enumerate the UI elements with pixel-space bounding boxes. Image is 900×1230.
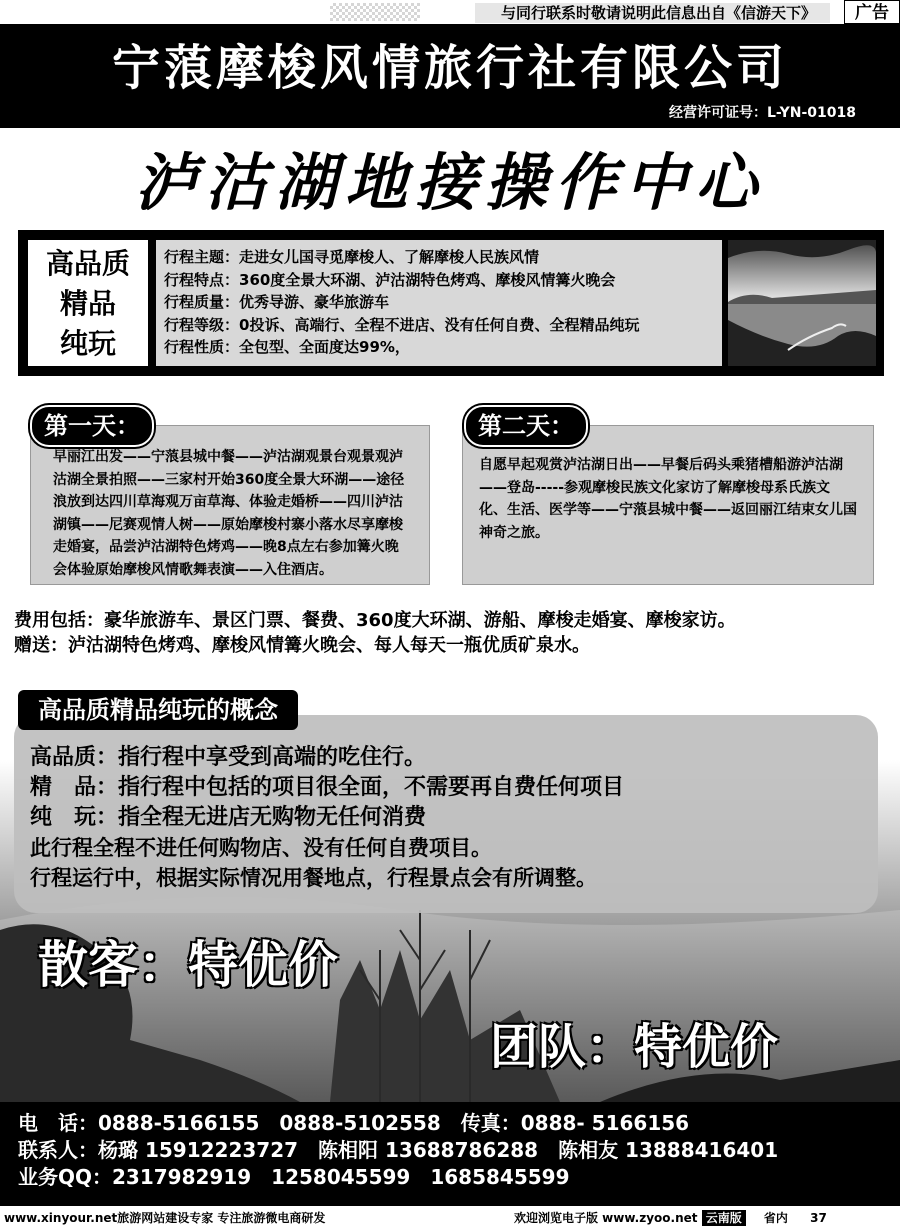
quality-panel xyxy=(18,230,884,376)
concept-line: 纯 玩：指全程无进店无购物无任何消费 xyxy=(30,805,427,830)
feature-item: 行程性质：全包型、全面度达99%， xyxy=(164,338,410,356)
contact-persons: 联系人：杨璐 15912223727 陈相阳 13688786288 陈相友 13888416401 xyxy=(18,1138,779,1162)
license-number: 经营许可证号：L-YN-01018 xyxy=(668,105,856,121)
quality-label-line: 纯玩 xyxy=(59,327,116,360)
footer-left: www.xinyour.net旅游网站建设专家 专注旅游微电商研发 xyxy=(4,1211,326,1225)
individual-price: 散客：特优价 xyxy=(38,935,338,994)
concept-line: 行程运行中，根据实际情况用餐地点，行程景点会有所调整。 xyxy=(30,865,597,890)
ad-label: 广告 xyxy=(844,0,900,24)
page-footer xyxy=(0,1206,900,1230)
concept-title: 高品质精品纯玩的概念 xyxy=(18,690,298,730)
concept-line: 此行程全程不进任何购物店、没有任何自费项目。 xyxy=(30,835,492,860)
top-strip xyxy=(0,0,900,24)
concept-line: 精 品：指行程中包括的项目很全面，不需要再自费任何项目 xyxy=(30,775,625,800)
contact-bar xyxy=(0,1102,900,1206)
footer-site: 欢迎浏览电子版 www.zyoo.net xyxy=(514,1211,698,1225)
fees-section xyxy=(14,608,894,658)
feature-item: 行程等级：0投诉、高端行、全程不进店、没有任何自费、全程精品纯玩 xyxy=(164,315,640,334)
feature-list xyxy=(156,240,722,366)
day2-tag: 第二天： xyxy=(464,405,588,447)
fees-included: 费用包括：豪华旅游车、景区门票、餐费、360度大环湖、游船、摩梭走婚宴、摩梭家访。 xyxy=(14,610,736,631)
day2-text: 自愿早起观赏泸沽湖日出——早餐后码头乘猪槽船游泸沽湖——登岛-----参观摩梭民族文化家访了解摩梭母系氏族文化、生活、医学等——宁蒗县城中餐——返回丽江结束女儿国神奇之旅。 xyxy=(479,457,857,541)
feature-item: 行程特点：360度全景大环湖、泸沽湖特色烤鸡、摩梭风情篝火晚会 xyxy=(164,270,616,289)
day1-itinerary xyxy=(30,425,430,585)
center-title: 泸沽湖地接操作中心 xyxy=(134,146,765,219)
page-number: 37 xyxy=(810,1211,827,1225)
concept-line: 高品质：指行程中享受到高端的吃住行。 xyxy=(30,745,427,770)
day1-tag: 第一天： xyxy=(30,405,154,447)
company-header xyxy=(0,24,900,128)
contact-phone: 电 话：0888-5166155 0888-5102558 传真：0888- 5166156 xyxy=(18,1111,690,1135)
concept-box xyxy=(14,715,878,913)
day1-text: 早丽江出发——宁蒗县城中餐——泸沽湖观景台观景观泸沽湖全景拍照——三家村开始360度全景大环湖——途径浪放到达四川草海观万亩草海、体验走婚桥——四川泸沽湖镇——尼赛观情人树——原始摩梭村寨小落水尽享摩梭走婚宴，品尝泸沽湖特色烤鸡——晚8点左右参加篝火晚会体验原始摩梭风情歌舞表演——入住酒店。 xyxy=(53,449,405,578)
feature-item: 行程主题：走进女儿国寻觅摩梭人、了解摩梭人民族风情 xyxy=(164,248,540,266)
edition-badge: 云南版 xyxy=(702,1210,746,1226)
contact-qq: 业务QQ：2317982919 1258045599 1685845599 xyxy=(18,1165,570,1189)
feature-item: 行程质量：优秀导游、豪华旅游车 xyxy=(164,293,390,311)
region-label: 省内 xyxy=(763,1211,788,1225)
lake-photo xyxy=(728,240,876,366)
footer-right xyxy=(514,1206,827,1230)
quality-label-line: 精品 xyxy=(59,287,116,320)
source-notice: 与同行联系时敬请说明此信息出自《信游天下》 xyxy=(475,3,830,23)
day2-itinerary xyxy=(462,425,874,585)
company-name: 宁蒗摩梭风情旅行社有限公司 xyxy=(111,40,788,96)
quality-label xyxy=(28,240,148,366)
decorative-pattern xyxy=(330,3,420,21)
group-price: 团队：特优价 xyxy=(490,1019,779,1075)
fees-gifts: 赠送：泸沽湖特色烤鸡、摩梭风情篝火晚会、每人每天一瓶优质矿泉水。 xyxy=(14,635,590,656)
quality-label-line: 高品质 xyxy=(45,247,130,280)
